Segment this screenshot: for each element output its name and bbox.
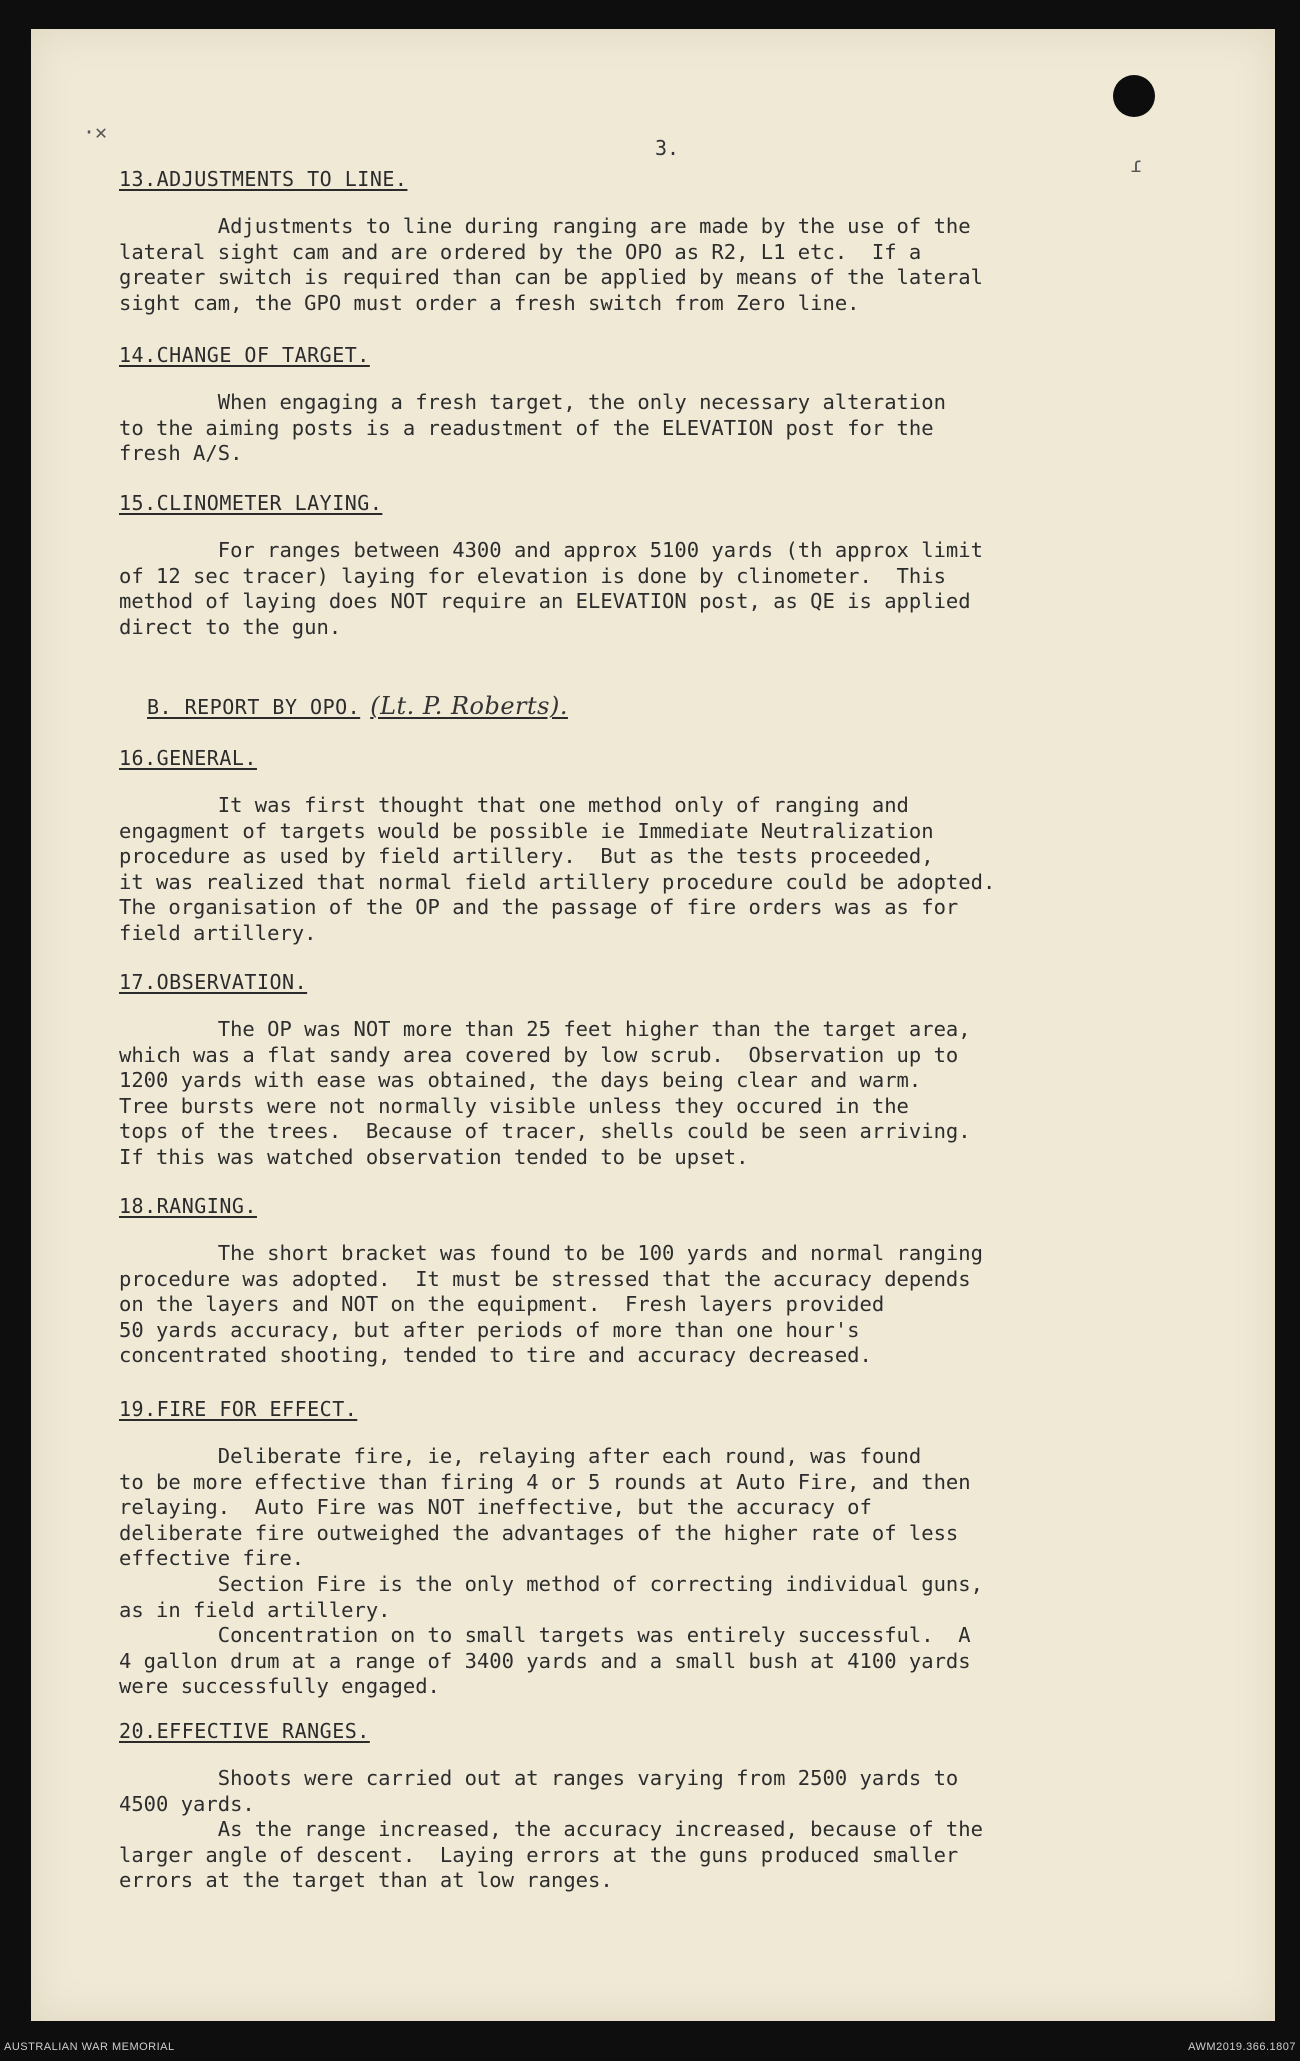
footer-accession-number: AWM2019.366.1807 (1188, 2041, 1296, 2053)
section-heading: 15.CLINOMETER LAYING. (119, 491, 383, 515)
section-paragraph: Shoots were carried out at ranges varying from 2500 yards to 4500 yards. (119, 1766, 959, 1816)
section-heading: 14.CHANGE OF TARGET. (119, 343, 370, 367)
section-16 (119, 745, 1199, 947)
section-heading: 20.EFFECTIVE RANGES. (119, 1719, 370, 1743)
report-heading-text: B. REPORT BY OPO. (147, 695, 361, 719)
section-paragraph: Deliberate fire, ie, relaying after each round, was found to be more effective than firing 4 or 5 rounds at Auto Fire, and then relaying. Auto Fire was NOT ineffective, but the accuracy of deliberate fire outweighed the advantages of the higher rate of less effective fire. (119, 1444, 971, 1571)
page-number: 3. (655, 136, 680, 160)
section-paragraph: Concentration on to small targets was entirely successful. A 4 gallon drum at a range of 3400 yards and a small bush at 4100 yards were successfully engaged. (119, 1623, 971, 1699)
section-paragraph: As the range increased, the accuracy increased, because of the larger angle of descent. Laying errors at the guns produced smaller errors at the target than at low ranges. (119, 1817, 983, 1893)
section-heading: 19.FIRE FOR EFFECT. (119, 1397, 358, 1421)
section-paragraph: When engaging a fresh target, the only necessary alteration to the aiming posts is a readustment of the ELEVATION post for the fresh A/S. (119, 390, 946, 466)
paper-blemish: ·✕ (83, 120, 108, 144)
section-18 (119, 1193, 1199, 1369)
section-paragraph: The short bracket was found to be 100 yards and normal ranging procedure was adopted. It must be stressed that the accuracy depends on the layers and NOT on the equipment. Fresh layers provided 50 yards accuracy, but after periods of more than one hour's concentrated shooting, tended to tire and accuracy decreased. (119, 1241, 983, 1368)
handwritten-annotation: (Lt. P. Roberts). (370, 692, 568, 720)
section-paragraph: Section Fire is the only method of correcting individual guns, as in field artillery. (119, 1571, 983, 1622)
section-heading: 18.RANGING. (119, 1194, 257, 1218)
section-heading: 13.ADJUSTMENTS TO LINE. (119, 167, 408, 191)
section-13 (119, 166, 1199, 316)
punch-hole (1113, 75, 1155, 117)
section-paragraph: The OP was NOT more than 25 feet higher than the target area, which was a flat sandy area covered by low scrub. Observation up to 1200 yards with ease was obtained, the days being clear and warm. Tree bursts were not normally visible unless they occured in the tops of the trees. Because of tracer, shells could be seen arriving. If this was watched observation tended to be upset. (119, 1017, 971, 1169)
section-heading: 17.OBSERVATION. (119, 970, 308, 994)
section-paragraph: For ranges between 4300 and approx 5100 yards (th approx limit of 12 sec tracer) laying for elevation is done by clinometer. This method of laying does NOT require an ELEVATION post, as QE is applied direct to the gun. (119, 538, 983, 639)
section-b-report (147, 693, 1227, 720)
footer-institution: AUSTRALIAN WAR MEMORIAL (4, 2041, 175, 2053)
paper-blemish: ɾ (1130, 153, 1143, 177)
section-paragraph: It was first thought that one method only of ranging and engagment of targets would be possible ie Immediate Neutralization procedure as used by field artillery. But as the tests proceeded, it was realized that normal field artillery procedure could be adopted. The organisation of the OP and the passage of fire orders was as for field artillery. (119, 793, 996, 945)
section-20 (119, 1718, 1199, 1894)
section-14 (119, 342, 1199, 467)
section-17 (119, 969, 1199, 1171)
section-paragraph: Adjustments to line during ranging are made by the use of the lateral sight cam and are ordered by the OPO as R2, L1 etc. If a greater switch is required than can be applied by means of the lateral sight cam, the GPO must order a fresh switch from Zero line. (119, 214, 983, 315)
section-15 (119, 490, 1199, 640)
report-heading (147, 693, 1227, 720)
section-heading: 16.GENERAL. (119, 746, 257, 770)
section-19 (119, 1396, 1199, 1700)
